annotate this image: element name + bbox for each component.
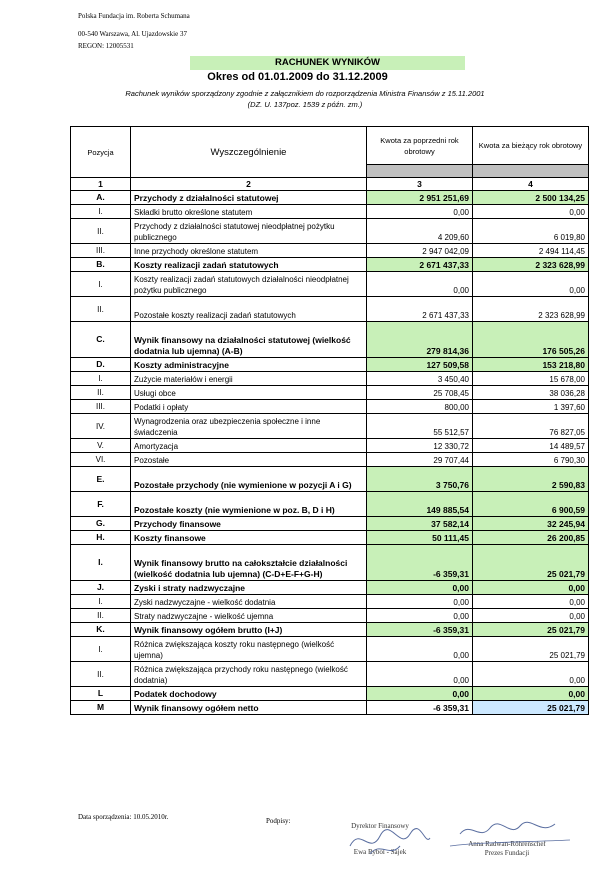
- row-position: II.: [71, 386, 131, 400]
- table-row: [71, 400, 589, 414]
- table-row: [71, 258, 589, 272]
- table-row: [71, 414, 589, 439]
- row-description: Koszty finansowe: [131, 531, 367, 545]
- row-description: Usługi obce: [131, 386, 367, 400]
- row-description: Przychody finansowe: [131, 517, 367, 531]
- row-position: L: [71, 687, 131, 701]
- row-prev-value: 800,00: [367, 400, 473, 414]
- table-row: [71, 467, 589, 492]
- row-description: Podatek dochodowy: [131, 687, 367, 701]
- row-curr-value: 2 323 628,99: [473, 297, 589, 322]
- row-prev-value: 55 512,57: [367, 414, 473, 439]
- document-title: RACHUNEK WYNIKÓW: [190, 56, 465, 70]
- row-description: Inne przychody określone statutem: [131, 244, 367, 258]
- row-prev-value: 279 814,36: [367, 322, 473, 358]
- row-prev-value: -6 359,31: [367, 701, 473, 715]
- table-row: [71, 637, 589, 662]
- row-prev-value: 3 450,40: [367, 372, 473, 386]
- table-row: [71, 244, 589, 258]
- row-prev-value: 2 671 437,33: [367, 297, 473, 322]
- row-description: Koszty realizacji zadań statutowych działalności nieodpłatnej pożytku publicznego: [131, 272, 367, 297]
- row-description: Zużycie materiałów i energii: [131, 372, 367, 386]
- signer1-title: Dyrektor Finansowy: [351, 822, 409, 830]
- row-prev-value: 0,00: [367, 637, 473, 662]
- row-position: I.: [71, 372, 131, 386]
- row-description: Pozostałe przychody (nie wymienione w pozycji A i G): [131, 467, 367, 492]
- row-description: Zyski nadzwyczajne - wielkość dodatnia: [131, 595, 367, 609]
- row-curr-value: 176 505,26: [473, 322, 589, 358]
- row-curr-value: 14 489,57: [473, 439, 589, 453]
- date-prepared: Data sporządzenia: 10.05.2010r.: [78, 813, 169, 821]
- row-curr-value: 38 036,28: [473, 386, 589, 400]
- row-curr-value: 6 790,30: [473, 453, 589, 467]
- row-curr-value: 0,00: [473, 272, 589, 297]
- row-description: Składki brutto określone statutem: [131, 205, 367, 219]
- row-prev-value: 4 209,60: [367, 219, 473, 244]
- row-prev-value: 50 111,45: [367, 531, 473, 545]
- row-curr-value: 6 900,59: [473, 492, 589, 517]
- row-description: Pozostałe: [131, 453, 367, 467]
- org-regon: REGON: 12005531: [78, 42, 134, 50]
- signer2-title: Prezes Fundacji: [484, 849, 530, 857]
- income-statement-table: [70, 126, 589, 715]
- row-prev-value: 0,00: [367, 205, 473, 219]
- row-prev-value: -6 359,31: [367, 545, 473, 581]
- table-row: [71, 386, 589, 400]
- row-prev-value: 0,00: [367, 662, 473, 687]
- row-prev-value: 0,00: [367, 272, 473, 297]
- header-prev-year: Kwota za poprzedni rok obrotowy: [367, 127, 473, 165]
- colnum: 3: [367, 178, 473, 191]
- row-description: Koszty administracyjne: [131, 358, 367, 372]
- row-prev-value: 2 947 042,09: [367, 244, 473, 258]
- row-prev-value: 25 708,45: [367, 386, 473, 400]
- row-position: II.: [71, 609, 131, 623]
- row-prev-value: 0,00: [367, 581, 473, 595]
- row-curr-value: 0,00: [473, 595, 589, 609]
- row-curr-value: 25 021,79: [473, 545, 589, 581]
- header-curr-year: Kwota za bieżący rok obrotowy: [473, 127, 589, 165]
- table-row: [71, 492, 589, 517]
- table-row: [71, 545, 589, 581]
- row-description: Straty nadzwyczajne - wielkość ujemna: [131, 609, 367, 623]
- header-gray-cell: [367, 165, 473, 178]
- row-curr-value: 2 590,83: [473, 467, 589, 492]
- table-row: [71, 581, 589, 595]
- row-prev-value: 3 750,76: [367, 467, 473, 492]
- row-position: III.: [71, 244, 131, 258]
- row-position: F.: [71, 492, 131, 517]
- row-curr-value: 0,00: [473, 609, 589, 623]
- colnum: 4: [473, 178, 589, 191]
- signature-scribbles: [330, 816, 590, 864]
- row-curr-value: 25 021,79: [473, 623, 589, 637]
- row-position: H.: [71, 531, 131, 545]
- row-position: II.: [71, 219, 131, 244]
- signatures-label: Podpisy:: [266, 817, 291, 825]
- table-row: [71, 687, 589, 701]
- row-prev-value: 0,00: [367, 609, 473, 623]
- colnum: 2: [131, 178, 367, 191]
- row-position: III.: [71, 400, 131, 414]
- row-curr-value: 32 245,94: [473, 517, 589, 531]
- table-row: [71, 219, 589, 244]
- row-curr-value: 76 827,05: [473, 414, 589, 439]
- row-curr-value: 1 397,60: [473, 400, 589, 414]
- row-position: II.: [71, 662, 131, 687]
- row-description: Wynik finansowy brutto na całokształcie działalności (wielkość dodatnia lub ujemna) (C-D+E-F+G-H): [131, 545, 367, 581]
- row-curr-value: 0,00: [473, 662, 589, 687]
- row-position: E.: [71, 467, 131, 492]
- signer2-name: Anna Radwan-Röhrenschef: [468, 840, 546, 848]
- table-row: [71, 272, 589, 297]
- row-description: Wynik finansowy ogółem brutto (I+J): [131, 623, 367, 637]
- row-description: Przychody z działalności statutowej nieodpłatnej pożytku publicznego: [131, 219, 367, 244]
- row-position: C.: [71, 322, 131, 358]
- row-position: M: [71, 701, 131, 715]
- row-curr-value: 6 019,80: [473, 219, 589, 244]
- row-position: I.: [71, 272, 131, 297]
- header-description: Wyszczególnienie: [131, 127, 367, 178]
- row-position: I.: [71, 595, 131, 609]
- regulation-note: Rachunek wyników sporządzony zgodnie z załącznikiem do rozporządzenia Ministra Finansów z 15.11.2001: [125, 89, 485, 98]
- row-description: Wynik finansowy ogółem netto: [131, 701, 367, 715]
- row-curr-value: 15 678,00: [473, 372, 589, 386]
- row-prev-value: 2 951 251,69: [367, 191, 473, 205]
- row-curr-value: 0,00: [473, 687, 589, 701]
- row-description: Przychody z działalności statutowej: [131, 191, 367, 205]
- row-description: Amortyzacja: [131, 439, 367, 453]
- row-curr-value: 26 200,85: [473, 531, 589, 545]
- row-prev-value: 29 707,44: [367, 453, 473, 467]
- period: Okres od 01.01.2009 do 31.12.2009: [207, 71, 388, 83]
- table-row: [71, 623, 589, 637]
- table-row: [71, 322, 589, 358]
- row-prev-value: 0,00: [367, 687, 473, 701]
- row-position: I.: [71, 205, 131, 219]
- table-row: [71, 205, 589, 219]
- row-position: VI.: [71, 453, 131, 467]
- row-curr-value: 2 500 134,25: [473, 191, 589, 205]
- row-description: Podatki i opłaty: [131, 400, 367, 414]
- row-prev-value: -6 359,31: [367, 623, 473, 637]
- row-curr-value: 0,00: [473, 205, 589, 219]
- row-position: D.: [71, 358, 131, 372]
- table-row: [71, 531, 589, 545]
- row-description: Różnica zwiększająca koszty roku następnego (wielkość ujemna): [131, 637, 367, 662]
- header-gray-cell: [473, 165, 589, 178]
- row-prev-value: 149 885,54: [367, 492, 473, 517]
- row-prev-value: 2 671 437,33: [367, 258, 473, 272]
- row-curr-value: 0,00: [473, 581, 589, 595]
- row-position: B.: [71, 258, 131, 272]
- table-row: [71, 662, 589, 687]
- colnum: 1: [71, 178, 131, 191]
- org-address: 00-540 Warszawa, Al. Ujazdowskie 37: [78, 30, 187, 38]
- row-description: Pozostałe koszty (nie wymienione w poz. B, D i H): [131, 492, 367, 517]
- row-position: V.: [71, 439, 131, 453]
- table-row: [71, 517, 589, 531]
- header-position: Pozycja: [71, 127, 131, 178]
- row-description: Różnica zwiększająca przychody roku następnego (wielkość dodatnia): [131, 662, 367, 687]
- row-prev-value: 127 509,58: [367, 358, 473, 372]
- row-position: K.: [71, 623, 131, 637]
- table-row: [71, 453, 589, 467]
- table-row: [71, 358, 589, 372]
- row-prev-value: 0,00: [367, 595, 473, 609]
- row-description: Zyski i straty nadzwyczajne: [131, 581, 367, 595]
- table-row: [71, 191, 589, 205]
- signer1-name: Ewa Rybol - Sajek: [353, 848, 407, 856]
- row-description: Wynik finansowy na działalności statutowej (wielkość dodatnia lub ujemna) (A-B): [131, 322, 367, 358]
- row-position: IV.: [71, 414, 131, 439]
- regulation-ref: (DZ. U. 137poz. 1539 z późn. zm.): [247, 100, 363, 109]
- row-description: Wynagrodzenia oraz ubezpieczenia społeczne i inne świadczenia: [131, 414, 367, 439]
- row-curr-value: 153 218,80: [473, 358, 589, 372]
- row-prev-value: 12 330,72: [367, 439, 473, 453]
- table-row: [71, 439, 589, 453]
- table-row: [71, 609, 589, 623]
- row-position: I.: [71, 637, 131, 662]
- table-row: [71, 701, 589, 715]
- org-name: Polska Fundacja im. Roberta Schumana: [78, 12, 190, 20]
- row-position: II.: [71, 297, 131, 322]
- row-curr-value: 2 494 114,45: [473, 244, 589, 258]
- row-description: Koszty realizacji zadań statutowych: [131, 258, 367, 272]
- table-row: [71, 372, 589, 386]
- table-row: [71, 297, 589, 322]
- table-row: [71, 595, 589, 609]
- row-description: Pozostałe koszty realizacji zadań statutowych: [131, 297, 367, 322]
- row-position: A.: [71, 191, 131, 205]
- row-position: J.: [71, 581, 131, 595]
- row-position: G.: [71, 517, 131, 531]
- row-position: I.: [71, 545, 131, 581]
- row-curr-value: 25 021,79: [473, 637, 589, 662]
- row-curr-value: 2 323 628,99: [473, 258, 589, 272]
- row-prev-value: 37 582,14: [367, 517, 473, 531]
- row-curr-value: 25 021,79: [473, 701, 589, 715]
